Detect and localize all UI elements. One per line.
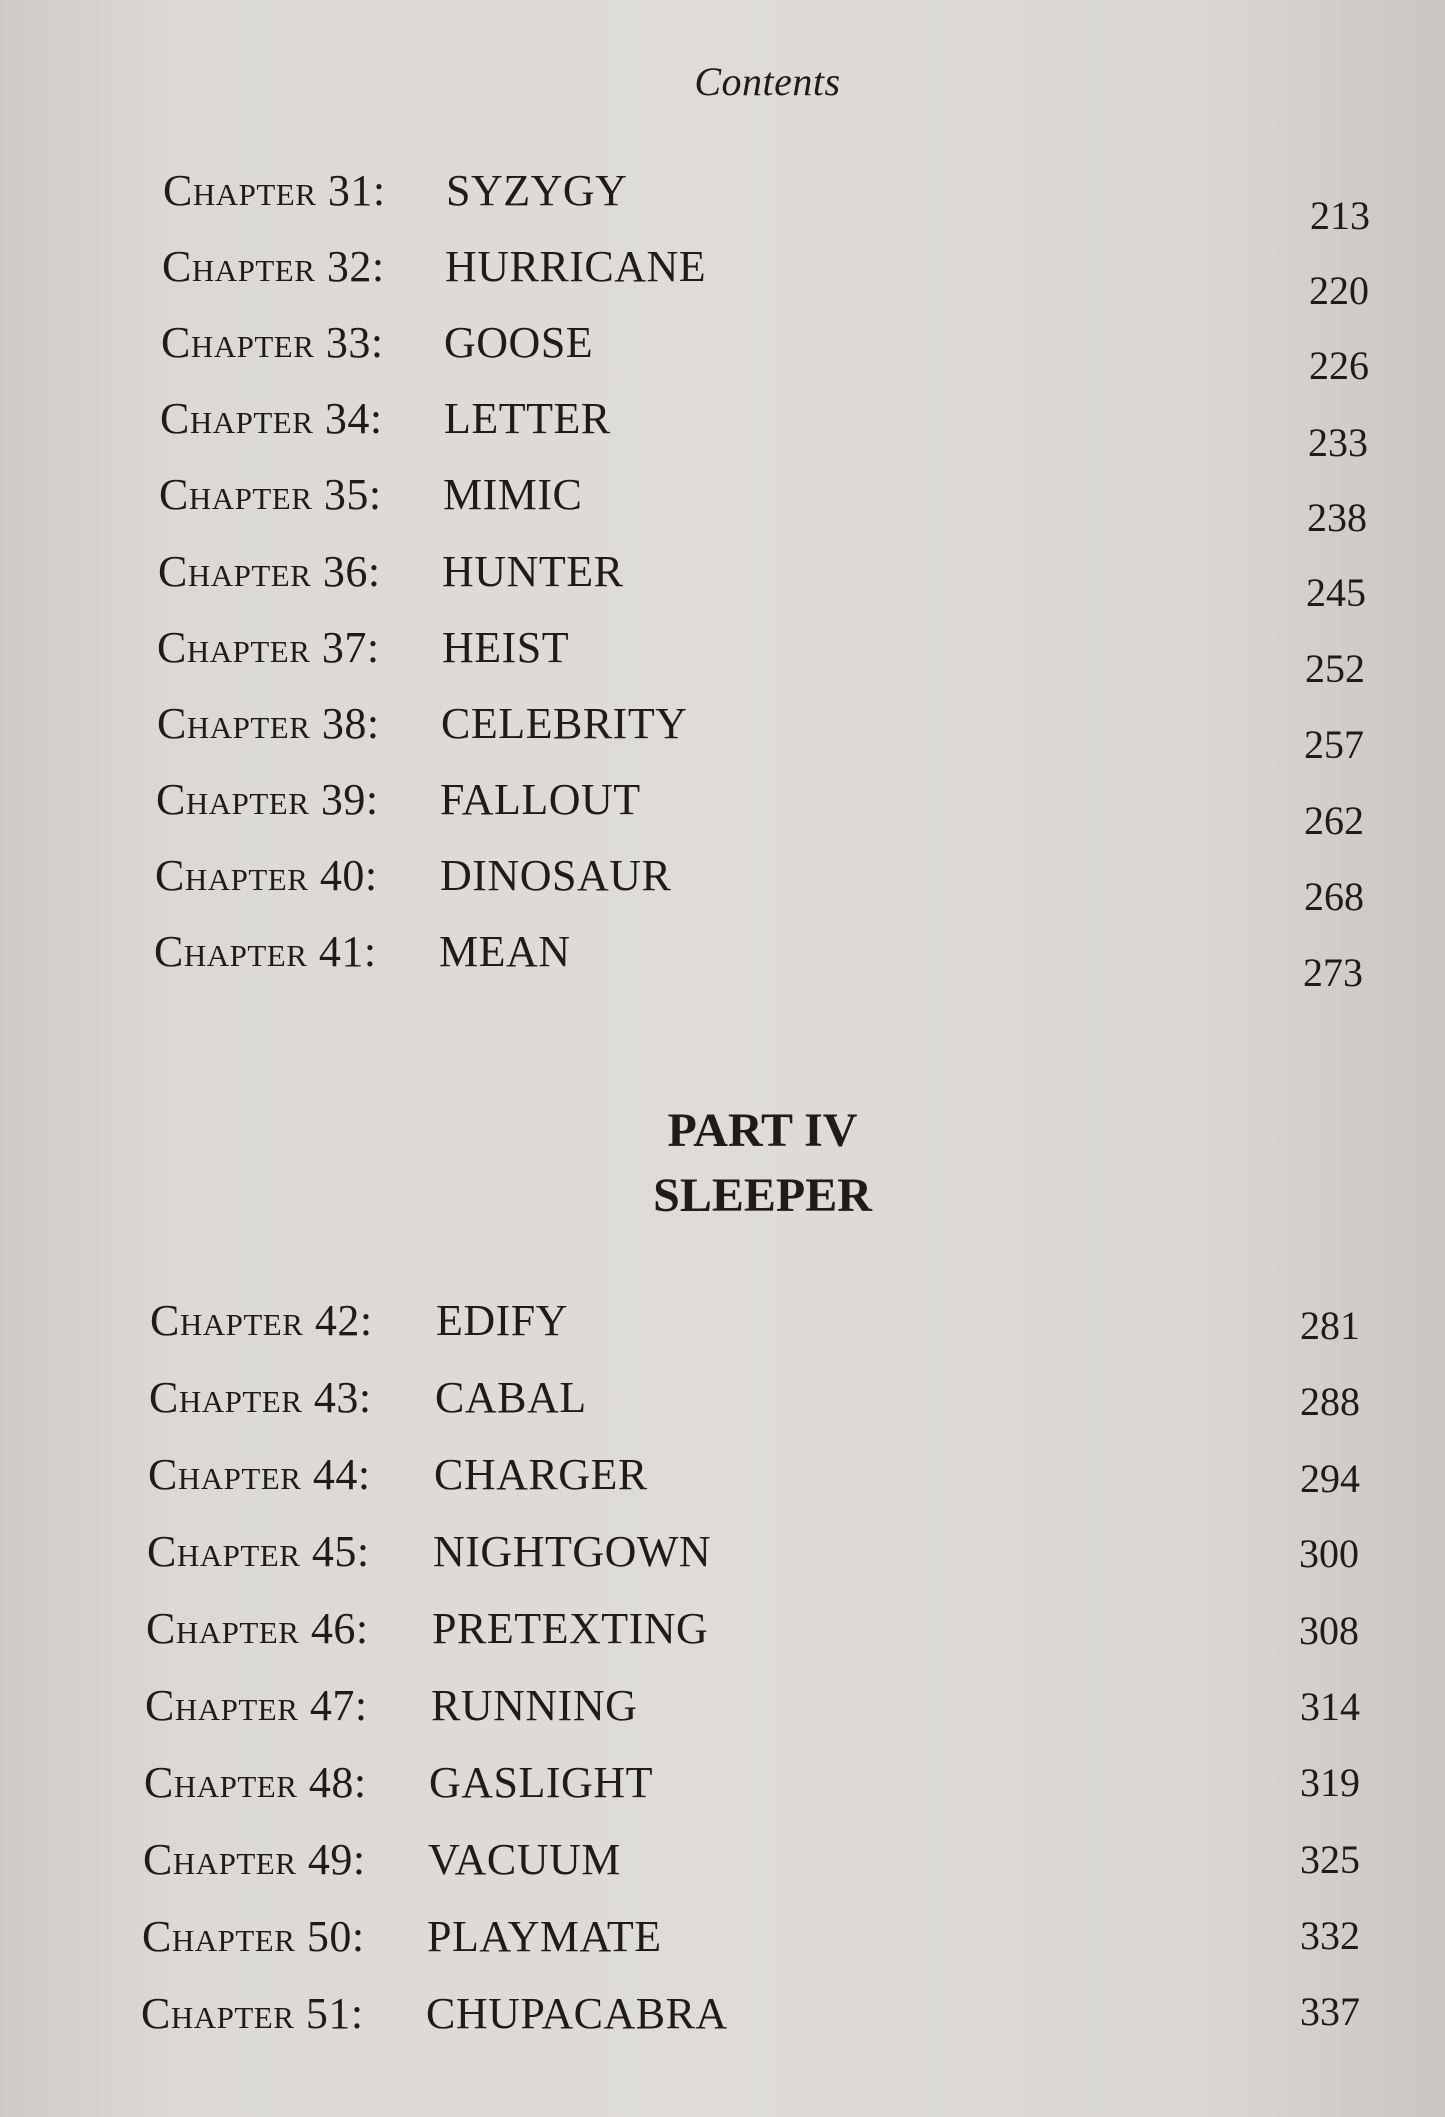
toc-entry[interactable] bbox=[0, 850, 1445, 919]
chapter-title: RUNNING bbox=[431, 1681, 638, 1730]
chapter-title: HURRICANE bbox=[445, 242, 707, 291]
toc-entry[interactable] bbox=[0, 1449, 1445, 1509]
chapter-page-number: 257 bbox=[1304, 722, 1364, 767]
toc-entry[interactable] bbox=[0, 1988, 1445, 2048]
chapter-title: EDIFY bbox=[436, 1296, 569, 1345]
chapter-page-number: 294 bbox=[1300, 1456, 1360, 1501]
part-name: SLEEPER bbox=[653, 1169, 872, 1222]
chapter-label: Chapter 41: bbox=[154, 927, 377, 976]
chapter-page-number: 319 bbox=[1300, 1760, 1360, 1805]
toc-entry[interactable] bbox=[0, 774, 1445, 843]
chapter-page-number: 314 bbox=[1300, 1684, 1360, 1729]
chapter-title: CHARGER bbox=[434, 1450, 648, 1499]
chapter-page-number: 213 bbox=[1310, 193, 1370, 238]
chapter-page-number: 268 bbox=[1304, 874, 1364, 919]
chapter-page-number: 308 bbox=[1299, 1608, 1359, 1653]
toc-entry[interactable] bbox=[0, 1680, 1445, 1740]
chapter-page-number: 337 bbox=[1300, 1989, 1360, 2034]
toc-entry[interactable] bbox=[0, 1526, 1445, 1586]
chapter-label: Chapter 39: bbox=[156, 775, 379, 824]
chapter-title: SYZYGY bbox=[446, 166, 628, 215]
chapter-page-number: 325 bbox=[1300, 1837, 1360, 1882]
chapter-label: Chapter 48: bbox=[144, 1758, 367, 1807]
chapter-label: Chapter 40: bbox=[155, 851, 378, 900]
chapter-label: Chapter 42: bbox=[150, 1296, 373, 1345]
chapter-page-number: 273 bbox=[1303, 950, 1363, 995]
toc-entry[interactable] bbox=[0, 698, 1445, 767]
chapter-title: FALLOUT bbox=[440, 775, 641, 824]
chapter-label: Chapter 31: bbox=[163, 166, 386, 215]
toc-entry[interactable] bbox=[0, 469, 1445, 540]
chapter-page-number: 288 bbox=[1300, 1379, 1360, 1424]
chapter-page-number: 252 bbox=[1305, 646, 1365, 691]
part-number: PART IV bbox=[667, 1104, 858, 1157]
toc-entry[interactable] bbox=[0, 1372, 1445, 1432]
chapter-title: LETTER bbox=[444, 394, 611, 443]
chapter-label: Chapter 34: bbox=[160, 394, 383, 443]
chapter-label: Chapter 50: bbox=[142, 1912, 365, 1961]
toc-entry[interactable] bbox=[0, 1834, 1445, 1894]
toc-entry[interactable] bbox=[0, 1911, 1445, 1971]
chapter-title: MEAN bbox=[439, 927, 571, 976]
chapter-page-number: 332 bbox=[1300, 1913, 1360, 1958]
chapter-label: Chapter 44: bbox=[148, 1450, 371, 1499]
chapter-label: Chapter 35: bbox=[159, 470, 382, 519]
chapter-label: Chapter 47: bbox=[145, 1681, 368, 1730]
toc-entry[interactable] bbox=[0, 926, 1445, 995]
chapter-title: DINOSAUR bbox=[440, 851, 672, 900]
chapter-title: MIMIC bbox=[443, 470, 583, 519]
chapter-title: PLAYMATE bbox=[427, 1912, 662, 1961]
toc-entry[interactable] bbox=[0, 317, 1445, 388]
chapter-label: Chapter 32: bbox=[162, 242, 385, 291]
chapter-title: GOOSE bbox=[444, 318, 594, 367]
chapter-page-number: 220 bbox=[1309, 268, 1369, 313]
toc-entry[interactable] bbox=[0, 393, 1445, 465]
part-heading bbox=[0, 1098, 1445, 1228]
running-head: Contents bbox=[694, 59, 841, 104]
chapter-page-number: 245 bbox=[1306, 570, 1366, 615]
toc-entry[interactable] bbox=[0, 622, 1445, 691]
chapter-label: Chapter 38: bbox=[157, 699, 380, 748]
chapter-title: CELEBRITY bbox=[441, 699, 688, 748]
toc-entry[interactable] bbox=[0, 546, 1445, 615]
chapter-page-number: 300 bbox=[1299, 1531, 1359, 1576]
chapter-label: Chapter 45: bbox=[147, 1527, 370, 1576]
chapter-label: Chapter 37: bbox=[157, 623, 380, 672]
chapter-page-number: 226 bbox=[1309, 343, 1369, 388]
chapter-label: Chapter 33: bbox=[161, 318, 384, 367]
chapter-title: CABAL bbox=[435, 1373, 587, 1422]
chapter-title: NIGHTGOWN bbox=[433, 1527, 712, 1576]
chapter-label: Chapter 46: bbox=[146, 1604, 369, 1653]
chapter-label: Chapter 43: bbox=[149, 1373, 372, 1422]
chapter-page-number: 281 bbox=[1300, 1303, 1360, 1348]
chapter-label: Chapter 51: bbox=[141, 1989, 364, 2038]
toc-entry[interactable] bbox=[0, 1603, 1445, 1663]
toc-entry[interactable] bbox=[0, 165, 1445, 238]
chapter-label: Chapter 36: bbox=[158, 547, 381, 596]
toc-entry[interactable] bbox=[0, 1757, 1445, 1817]
toc-entry[interactable] bbox=[0, 1295, 1445, 1355]
chapter-title: GASLIGHT bbox=[429, 1758, 653, 1807]
chapter-title: CHUPACABRA bbox=[426, 1989, 728, 2038]
chapter-title: PRETEXTING bbox=[432, 1604, 709, 1653]
chapter-page-number: 238 bbox=[1307, 495, 1367, 540]
chapter-title: HUNTER bbox=[442, 547, 624, 596]
chapter-page-number: 233 bbox=[1308, 420, 1368, 465]
toc-entry[interactable] bbox=[0, 241, 1445, 313]
chapter-title: HEIST bbox=[442, 623, 570, 672]
chapter-label: Chapter 49: bbox=[143, 1835, 366, 1884]
chapter-title: VACUUM bbox=[428, 1835, 621, 1884]
chapter-page-number: 262 bbox=[1304, 798, 1364, 843]
